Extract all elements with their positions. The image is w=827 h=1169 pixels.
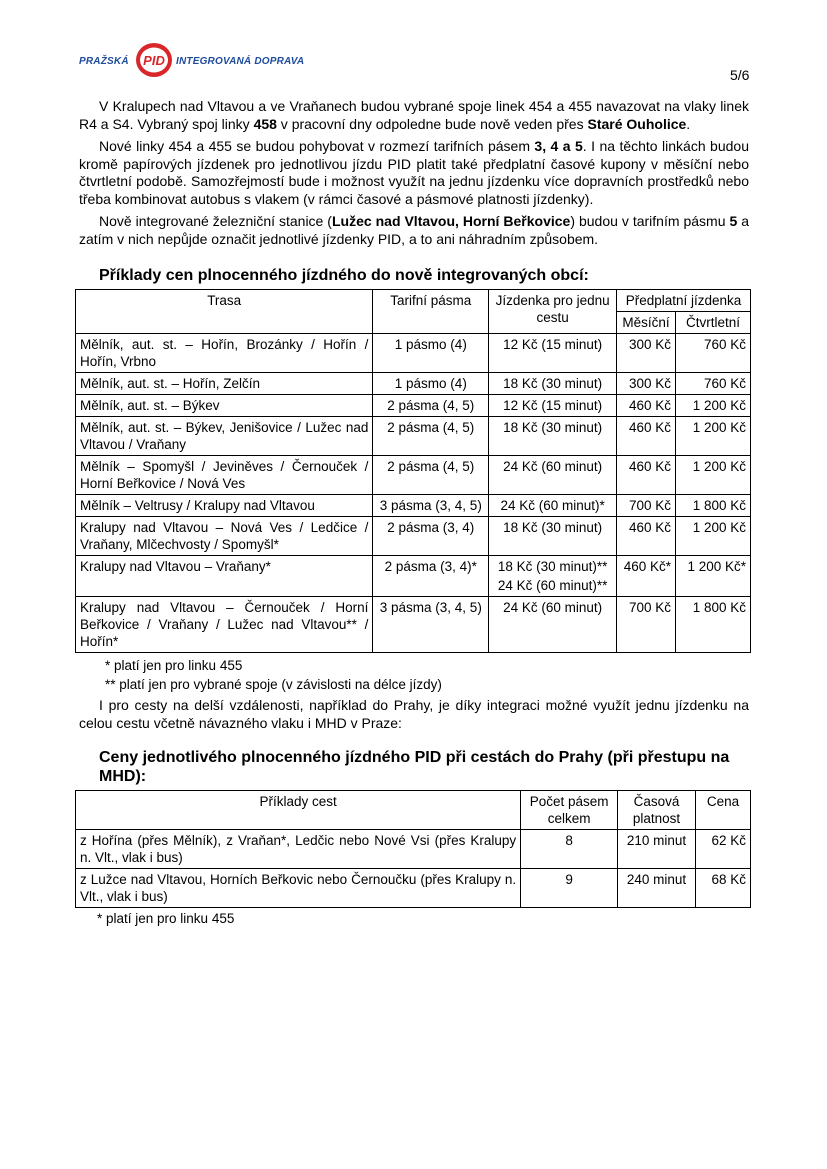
table-row: [76, 517, 751, 556]
table-row: [76, 395, 751, 417]
cell-monthly: 460 Kč: [617, 395, 676, 417]
pid-logo: [79, 40, 319, 80]
cell-route: Mělník – Veltrusy / Kralupy nad Vltavou: [76, 495, 373, 517]
table1-note-2: ** platí jen pro vybrané spoje (v závislosti na délce jízdy): [105, 677, 442, 692]
cell-monthly: 460 Kč: [617, 417, 676, 456]
cell-single-fare: [489, 395, 617, 417]
cell-route: Kralupy nad Vltavou – Vraňany*: [76, 556, 373, 597]
pid-logo-icon: [134, 40, 174, 80]
cell-quarterly: 1 200 Kč: [676, 456, 751, 495]
col-header-examples: Příklady cest: [76, 791, 521, 830]
cell-example: z Lužce nad Vltavou, Horních Beřkovic nebo Černoučku (přes Kralupy n. Vlt., vlak i bus): [76, 869, 521, 908]
cell-quarterly: 1 200 Kč: [676, 517, 751, 556]
logo-mark-text: PID: [143, 53, 165, 68]
cell-zones: 2 pásma (4, 5): [373, 417, 489, 456]
col-header-season: Předplatní jízdenka: [617, 290, 751, 312]
col-header-route: Trasa: [76, 290, 373, 334]
table-row: [76, 373, 751, 395]
col-header-zone-count: Počet pásem celkem: [521, 791, 618, 830]
table2-heading: Ceny jednotlivého plnocenného jízdného PID při cestách do Prahy (při přestupu na MHD):: [99, 749, 730, 785]
cell-quarterly: 1 200 Kč*: [676, 556, 751, 597]
single-fare-value-2: 24 Kč (60 minut)**: [497, 578, 608, 593]
logo-text-left: PRAŽSKÁ: [79, 56, 129, 67]
single-fare-value: 12 Kč (15 minut): [503, 337, 603, 352]
cell-quarterly: 760 Kč: [676, 334, 751, 373]
cell-route: Mělník – Spomyšl / Jeviněves / Černouček / Horní Beřkovice / Nová Ves: [76, 456, 373, 495]
col-header-validity: Časová platnost: [618, 791, 696, 830]
single-fare-value: 24 Kč (60 minut): [503, 600, 603, 615]
cell-single-fare: [489, 417, 617, 456]
col-header-monthly: Měsíční: [617, 312, 676, 334]
paragraph-3: Nově integrované železniční stanice (Lužec nad Vltavou, Horní Beřkovice) budou v tarifním pásmu 5 a zatím v nich nepůjde označit jednotlivé jízdenky PID, a to ani náhradním způsobem.: [79, 213, 749, 247]
cell-zone-count: 9: [521, 869, 618, 908]
table-row: [76, 597, 751, 653]
table-row: [76, 869, 751, 908]
cell-quarterly: 1 200 Kč: [676, 395, 751, 417]
single-fare-value: 24 Kč (60 minut)*: [500, 498, 605, 513]
table-row: [76, 556, 751, 597]
single-fare-value: 18 Kč (30 minut): [503, 376, 603, 391]
cell-route: Kralupy nad Vltavou – Černouček / Horní Beřkovice / Vraňany / Lužec nad Vltavou** / Hořín*: [76, 597, 373, 653]
logo-text-right: INTEGROVANÁ DOPRAVA: [176, 56, 305, 67]
cell-zones: 3 pásma (3, 4, 5): [373, 597, 489, 653]
table2-note-1: * platí jen pro linku 455: [97, 911, 235, 926]
cell-quarterly: 760 Kč: [676, 373, 751, 395]
paragraph-4: I pro cesty na delší vzdálenosti, například do Prahy, je díky integraci možné využít jednu jízdenku na celou cestu včetně návazného vlaku i MHD v Praze:: [79, 697, 749, 731]
cell-zone-count: 8: [521, 830, 618, 869]
cell-single-fare: [489, 495, 617, 517]
table-row: [76, 830, 751, 869]
cell-single-fare: [489, 456, 617, 495]
cell-monthly: 300 Kč: [617, 373, 676, 395]
table-row: [76, 456, 751, 495]
cell-zones: 3 pásma (3, 4, 5): [373, 495, 489, 517]
cell-single-fare: [489, 597, 617, 653]
col-header-single: Jízdenka pro jednu cestu: [489, 290, 617, 334]
cell-price: 68 Kč: [696, 869, 751, 908]
cell-route: Kralupy nad Vltavou – Nová Ves / Ledčice / Vraňany, Mlčechvosty / Spomyšl*: [76, 517, 373, 556]
cell-price: 62 Kč: [696, 830, 751, 869]
col-header-quarterly: Čtvrtletní: [676, 312, 751, 334]
cell-quarterly: 1 800 Kč: [676, 495, 751, 517]
single-fare-value: 18 Kč (30 minut)**: [497, 559, 608, 574]
cell-monthly: 460 Kč: [617, 517, 676, 556]
cell-quarterly: 1 800 Kč: [676, 597, 751, 653]
paragraph-1: V Kralupech nad Vltavou a ve Vraňanech budou vybrané spoje linek 454 a 455 navazovat na vlaky linek R4 a S4. Vybraný spoj linky 458 v pracovní dny odpoledne bude nově veden přes Staré Ouholice.: [79, 98, 749, 132]
cell-zones: 2 pásma (4, 5): [373, 456, 489, 495]
cell-single-fare: [489, 517, 617, 556]
cell-monthly: 700 Kč: [617, 597, 676, 653]
cell-monthly: 460 Kč: [617, 456, 676, 495]
fare-table-prague: [75, 790, 751, 908]
table-row: [76, 417, 751, 456]
cell-zones: 1 pásmo (4): [373, 334, 489, 373]
table1-note-1: * platí jen pro linku 455: [105, 658, 243, 673]
cell-single-fare: [489, 556, 617, 597]
table-row: [76, 334, 751, 373]
cell-route: Mělník, aut. st. – Hořín, Brozánky / Hořín / Hořín, Vrbno: [76, 334, 373, 373]
cell-zones: 2 pásma (4, 5): [373, 395, 489, 417]
cell-zones: 1 pásmo (4): [373, 373, 489, 395]
page-content: [79, 98, 749, 931]
cell-route: Mělník, aut. st. – Býkev: [76, 395, 373, 417]
single-fare-value: 12 Kč (15 minut): [503, 398, 603, 413]
single-fare-value: 18 Kč (30 minut): [503, 520, 603, 535]
single-fare-value: 24 Kč (60 minut): [503, 459, 603, 474]
col-header-zones: Tarifní pásma: [373, 290, 489, 334]
table1-heading: Příklady cen plnocenného jízdného do nově integrovaných obcí:: [99, 267, 589, 284]
cell-route: Mělník, aut. st. – Hořín, Zelčín: [76, 373, 373, 395]
cell-single-fare: [489, 373, 617, 395]
cell-validity: 240 minut: [618, 869, 696, 908]
cell-validity: 210 minut: [618, 830, 696, 869]
page-number: 5/6: [730, 67, 750, 83]
fare-table-integrated: [75, 289, 751, 653]
cell-quarterly: 1 200 Kč: [676, 417, 751, 456]
cell-route: Mělník, aut. st. – Býkev, Jenišovice / Lužec nad Vltavou / Vraňany: [76, 417, 373, 456]
cell-monthly: 700 Kč: [617, 495, 676, 517]
cell-example: z Hořína (přes Mělník), z Vraňan*, Ledčic nebo Nové Vsi (přes Kralupy n. Vlt., vlak i bus): [76, 830, 521, 869]
col-header-price: Cena: [696, 791, 751, 830]
paragraph-2: Nové linky 454 a 455 se budou pohybovat v rozmezí tarifních pásem 3, 4 a 5. I na těchto linkách budou kromě papírových jízdenek pro jednotlivou jízdu PID platit také předplatní časové kupony v měsíční nebo čtvrtletní podobě. Samozřejmostí bude i možnost využít na jednu jízdenku více dopravních prostředků nebo třeba kombinovat autobus s vlakem (v rámci časové a pásmové platnosti jízdenky).: [79, 138, 749, 207]
cell-monthly: 300 Kč: [617, 334, 676, 373]
cell-zones: 2 pásma (3, 4): [373, 517, 489, 556]
table-row: [76, 495, 751, 517]
cell-single-fare: [489, 334, 617, 373]
single-fare-value: 18 Kč (30 minut): [503, 420, 603, 435]
cell-zones: 2 pásma (3, 4)*: [373, 556, 489, 597]
cell-monthly: 460 Kč*: [617, 556, 676, 597]
